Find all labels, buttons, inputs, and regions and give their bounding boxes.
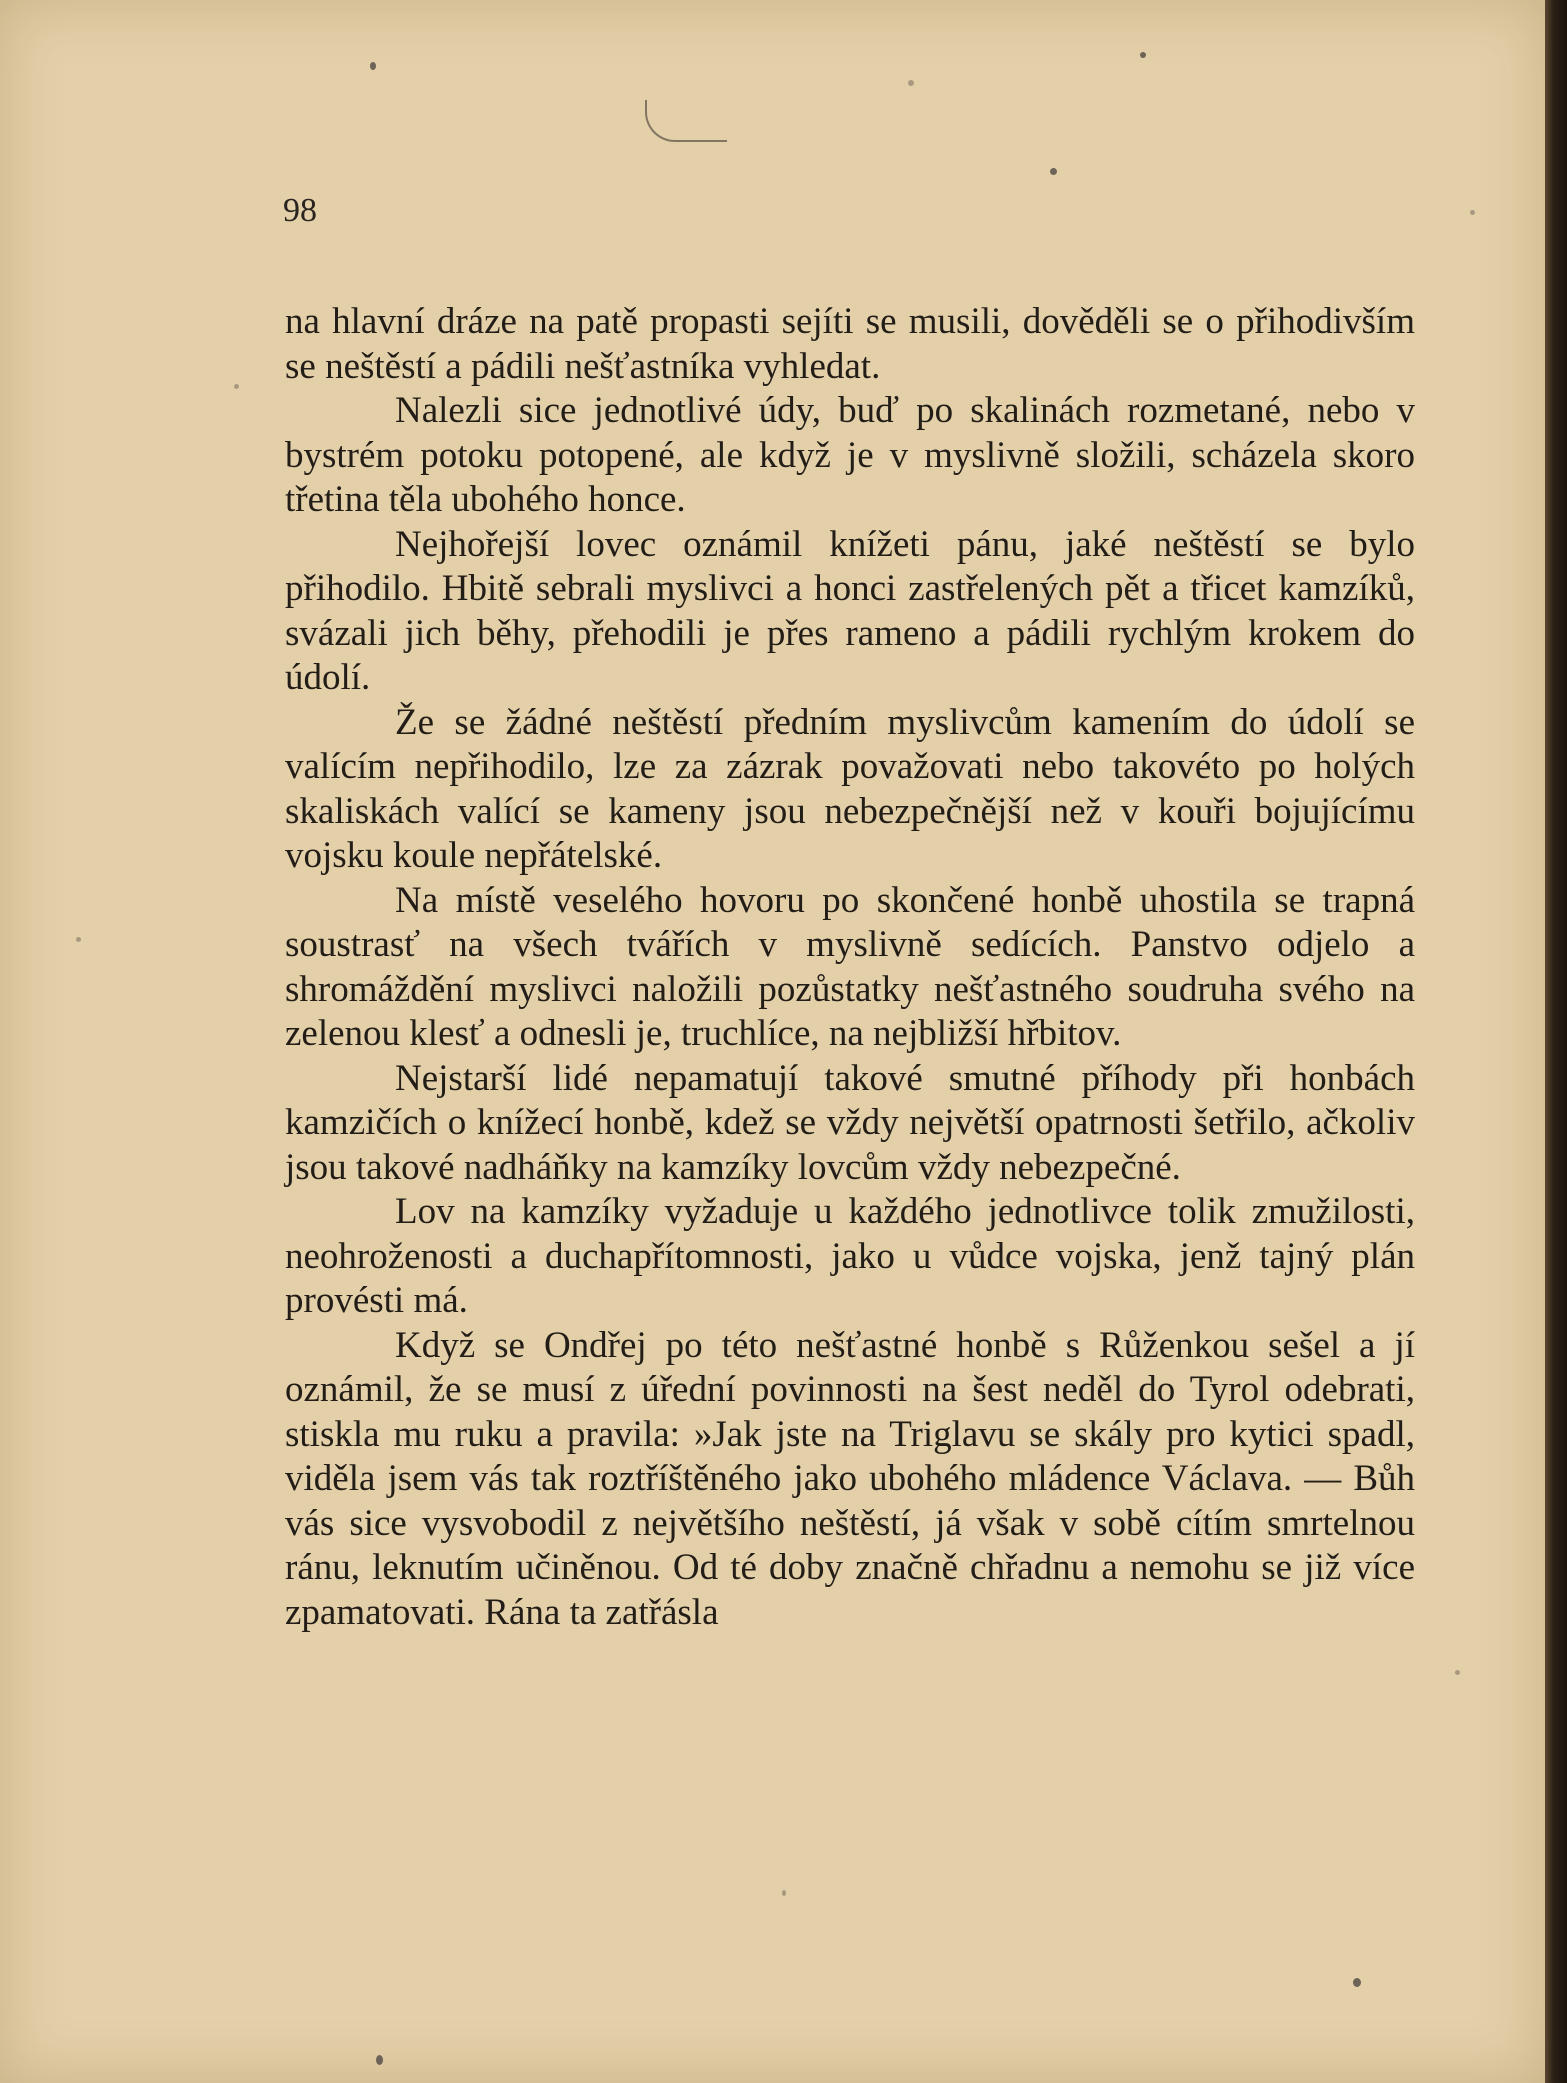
paper-speck [376,2055,383,2065]
body-text [285,300,1415,1635]
paragraph: Nejhořejší lovec oznámil knížeti pánu, jaké neštěstí se bylo přihodilo. Hbitě sebrali myslivci a honci zastřelených pět a třicet kamzíků, svázali jich běhy, přehodili je přes rameno a pádili rychlým krokem do údolí. [285,523,1415,698]
paper-speck [1455,1670,1460,1675]
paragraph: Na místě veselého hovoru po skončené honbě uhostila se trapná soustrasť na všech tvářích v myslivně sedících. Panstvo odjelo a shromáždění myslivci naložili pozůstatky nešťastného soudruha svého na zelenou klesť a odnesli je, truchlíce, na nejbližší hřbitov. [285,879,1415,1054]
paragraph: Že se žádné neštěstí předním myslivcům kamením do údolí se valícím nepřihodilo, lze za zázrak považovati nebo takovéto po holých skaliskách valící se kameny jsou nebezpečnější než v kouři bojujícímu vojsku koule nepřátelské. [285,701,1415,876]
paper-speck [1050,168,1057,175]
book-binding [1545,0,1567,2083]
paper-speck [76,937,81,942]
paper-speck [782,1890,786,1896]
paper-speck [1353,1978,1361,1987]
paper-speck [908,80,914,86]
paper-speck [370,62,376,70]
paragraph: Nalezli sice jednotlivé údy, buď po skalinách rozmetané, nebo v bystrém potoku potopené, ale když je v myslivně složili, scházela skoro třetina těla ubohého honce. [285,390,1415,520]
paper-speck [1140,52,1146,58]
paragraph: na hlavní dráze na patě propasti sejíti se musili, dověděli se o přihodivším se neštěstí a pádili nešťastníka vyhledat. [285,301,1415,387]
page-number: 98 [283,192,317,229]
paragraph: Nejstarší lidé nepamatují takové smutné příhody při honbách kamzičích o knížecí honbě, kdež se vždy největší opatrnosti šetřilo, ačkoliv jsou takové nadháňky na kamzíky lovcům vždy nebezpečné. [285,1057,1415,1188]
paragraph: Lov na kamzíky vyžaduje u každého jednotlivce tolik zmužilosti, neohroženosti a duchapřítomnosti, jako u vůdce vojska, jenž tajný plán provésti má. [285,1191,1415,1321]
paper-speck [1470,210,1475,215]
paper-scratch [645,100,727,142]
paragraph: Když se Ondřej po této nešťastné honbě s Růženkou sešel a jí oznámil, že se musí z úřední povinnosti na šest neděl do Tyrol odebrati, stiskla mu ruku a pravila: »Jak jste na Triglavu se skály pro kytici spadl, viděla jsem vás tak roztříštěného jako ubohého mládence Václava. — Bůh vás sice vysvobodil z největšího neštěstí, já však v sobě cítím smrtelnou ránu, leknutím učiněnou. Od té doby značně chřadnu a nemohu se již více zpamatovati. Rána ta zatřásla [285,1324,1415,1633]
paper-speck [234,384,239,389]
